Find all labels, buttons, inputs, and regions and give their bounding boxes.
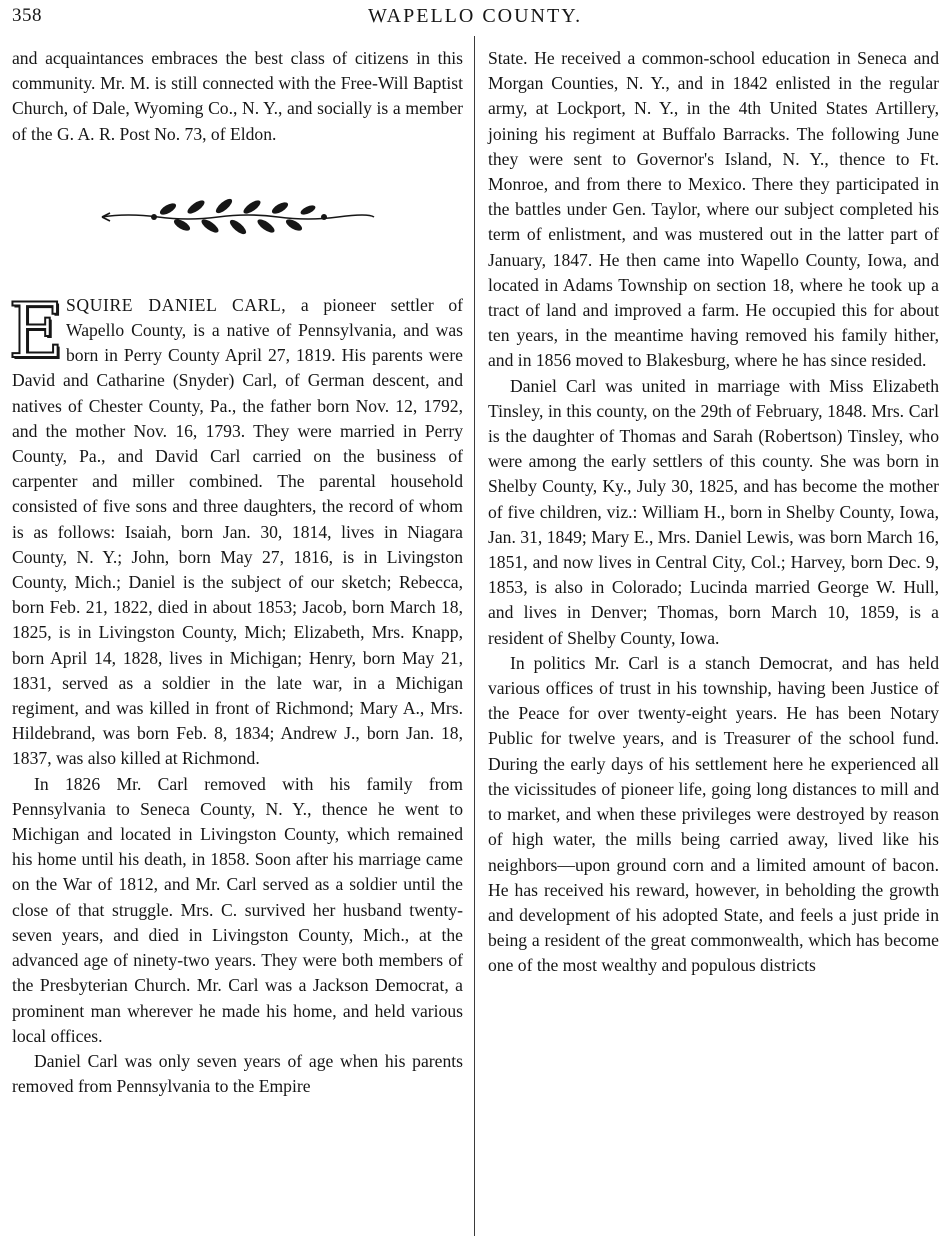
subject-name: SQUIRE DANIEL CARL, bbox=[66, 294, 287, 315]
biography-text-1: a pioneer settler of Wapello County, is a native of Pennsylvania, and was born in Perry County April 27, 1819. His parents were David and Catharine (Snyder) Carl, of German descent, and natives of Chester County, Pa., the father born Nov. 12, 1792, and the mother Nov. 16, 1793. They were married in Perry County, Pa., and David Carl carried on the business of carpenter and miller combined. The parental household consisted of five sons and three daughters, the record of whom is as follows: Isaiah, born Jan. 30, 1814, lives in Niagara County, N. Y.; John, born May 27, 1816, is in Livingston County, Mich.; Daniel is the subject of our sketch; Rebecca, born Feb. 21, 1822, died in about 1853; Jacob, born March 18, 1825, is in Livingston County, Mich; Elizabeth, Mrs. Knapp, born April 14, 1828, lives in Michigan; Henry, born May 21, 1831, served as a soldier in the late war, in a Michigan regiment, and was killed in front of Richmond; Mary A., Mrs. Hildebrand, was born Feb. 8, 1834; Andrew J., born Jan. 18, 1837, was also killed at Richmond. bbox=[12, 294, 463, 769]
biography-paragraph-2: In 1826 Mr. Carl removed with his family from Pennsylvania to Seneca County, N. Y., thence he went to Michigan and located in Livingston County, which remained his home until his death, in 1858. Soon after his marriage came on the War of 1812, and Mr. Carl served as a soldier until the close of that struggle. Mrs. C. survived her husband twenty-seven years, and died in Livingston County, Mich., at the advanced age of ninety-two years. They were both members of the Presbyterian Church. Mr. Carl was a Jackson Democrat, a prominent man wherever he made his home, and held various local offices. bbox=[12, 773, 463, 1046]
ornament-divider bbox=[12, 191, 463, 243]
right-paragraph-3: In politics Mr. Carl is a stanch Democrat, and has held various offices of trust in his township, having been Justice of the Peace for over twenty-eight years. He has been Notary Public for twelve years, and is Treasurer of the school fund. During the early days of his settlement here he experienced all the vicissitudes of pioneer life, going long distances to mill and to market, and when these privileges were destroyed by reason of high water, the mills being carried away, lived like his neighbors—upon ground corn and a limited amount of bacon. He has received his reward, however, in beholding the growth and development of his adopted State, and feels a just pride in being a resident of the great commonwealth, which has become one of the most wealthy and populous districts bbox=[488, 652, 939, 976]
biography-paragraph-1 bbox=[8, 285, 463, 772]
left-column bbox=[8, 46, 463, 1099]
vine-ornament-icon bbox=[98, 195, 378, 239]
column-divider bbox=[474, 36, 475, 1236]
running-head: WAPELLO COUNTY. bbox=[368, 5, 583, 27]
right-column bbox=[488, 46, 939, 979]
intro-paragraph: and acquaintances embraces the best class of citizens in this community. Mr. M. is still connected with the Free-Will Baptist Church, of Dale, Wyoming Co., N. Y., and socially is a member of the G. A. R. Post No. 73, of Eldon. bbox=[12, 48, 463, 144]
right-paragraph-2: Daniel Carl was united in marriage with Miss Elizabeth Tinsley, in this county, on the 29th of February, 1848. Mrs. Carl is the daughter of Thomas and Sarah (Robertson) Tinsley, who were among the early settlers of this county. She was born in Shelby County, Ky., July 30, 1825, and has become the mother of five children, viz.: William H., born in Shelby County, Iowa, Jan. 31, 1849; Mary E., Mrs. Daniel Lewis, was born March 16, 1851, and now lives in Central City, Col.; Harvey, born Dec. 9, 1853, is also in Colorado; Lucinda married George W. Hull, and lives in Denver; Thomas, born March 10, 1859, is a resident of Shelby County, Iowa. bbox=[488, 375, 939, 648]
drop-cap: E bbox=[8, 285, 64, 375]
page-header bbox=[0, 0, 946, 34]
page-number: 358 bbox=[12, 5, 42, 26]
biography-paragraph-3: Daniel Carl was only seven years of age when his parents removed from Pennsylvania to the Empire bbox=[12, 1050, 463, 1097]
right-paragraph-1: State. He received a common-school education in Seneca and Morgan Counties, N. Y., and in 1842 enlisted in the regular army, at Lockport, N. Y., in the 4th United States Artillery, joining his regiment at Buffalo Barracks. The following June they were sent to Governor's Island, N. Y., thence to Ft. Monroe, and from there to Mexico. There they participated in the battles under Gen. Taylor, where our subject completed his term of enlistment, and was mustered out in the latter part of January, 1847. He then came into Wapello County, Iowa, and located in Adams Township on section 18, where he took up a tract of land and improved a farm. He occupied this for about ten years, in the meantime having removed his family hither, and in 1856 moved to Blakesburg, where he has since resided. bbox=[488, 48, 939, 371]
